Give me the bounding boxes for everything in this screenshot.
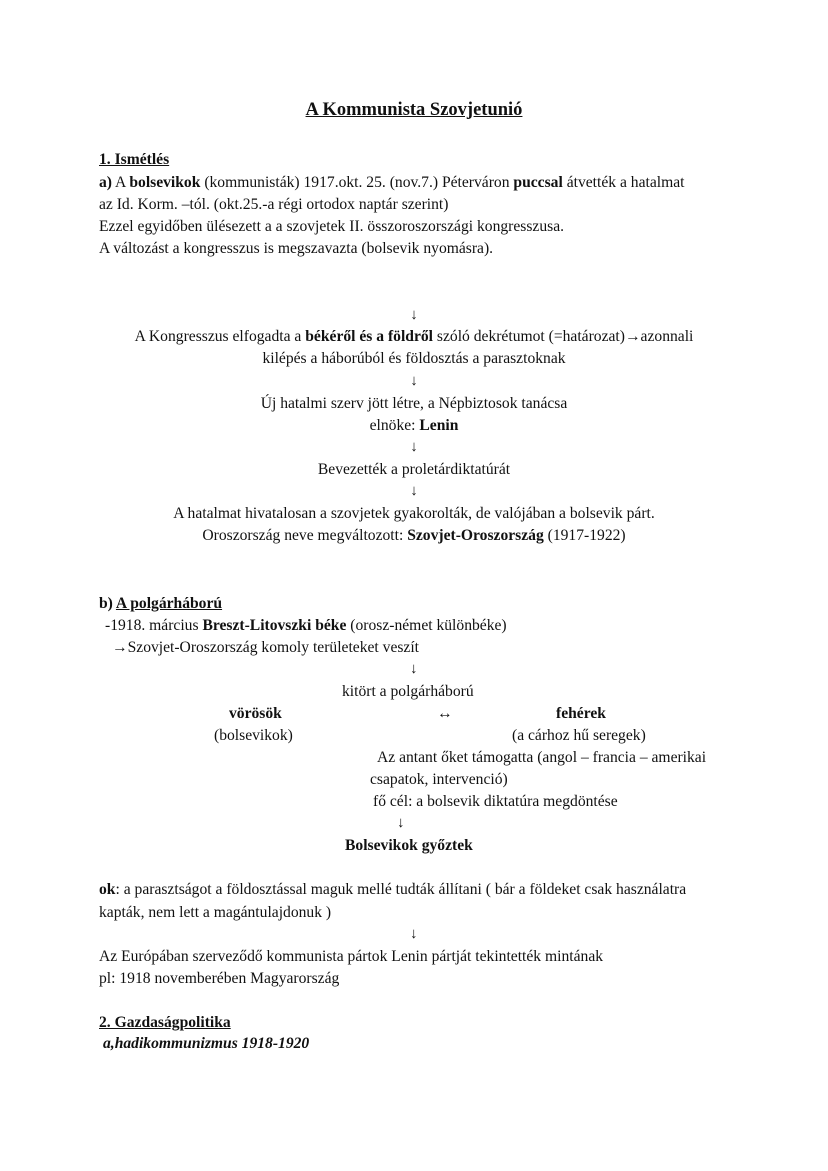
text-run: A Kongresszus elfogadta a [134, 328, 306, 345]
text-run: (kommunisták) 1917.okt. 25. (nov.7.) Péterváron [200, 174, 514, 191]
flow-step [0, 528, 828, 544]
result-line: Bolsevikok győztek [345, 837, 473, 854]
paragraph-line: az Id. Korm. –tól. (okt.25.-a régi ortodox naptár szerint) [99, 196, 449, 213]
text-run: -1918. március [105, 617, 203, 634]
bold-term: Szovjet-Oroszország [407, 527, 544, 544]
flow-step: Bevezették a proletárdiktatúrát [317, 461, 511, 478]
text-run: : a parasztságot a földosztással maguk mellé tudták állítani ( bár a földeket csak használatra [115, 881, 687, 898]
flow-step: Új hatalmi szerv jött létre, a Népbiztosok tanácsa [260, 395, 568, 412]
flow-step: kitört a polgárháború [342, 683, 474, 700]
paragraph-line: pl: 1918 novemberében Magyarország [99, 970, 340, 987]
section-heading-ismetles: 1. Ismétlés [99, 151, 170, 168]
bold-term: bolsevikok [129, 174, 201, 191]
side-label-reds: vörösök [229, 705, 282, 722]
heading-text: A polgárháború [115, 595, 223, 612]
paragraph-line: Az Európában szerveződő kommunista pártok Lenin pártját tekintették mintának [99, 948, 604, 965]
paragraph-line [99, 175, 684, 191]
bold-term: Lenin [419, 417, 459, 434]
flow-step [0, 329, 828, 345]
paragraph-line: Ezzel egyidőben ülésezett a a szovjetek II. összoroszországi kongresszusa. [99, 218, 565, 235]
paragraph-line: →Szovjet-Oroszország komoly területeket veszít [112, 639, 420, 656]
section-heading-gazdasagpolitika: 2. Gazdaságpolitika [99, 1014, 231, 1031]
side-sub-whites: (a cárhoz hű seregek) [512, 727, 646, 744]
down-arrow-icon: ↓ [410, 307, 418, 323]
text-run: szóló dekrétumot (=határozat)→azonnali [433, 328, 694, 345]
text-run: A [112, 174, 130, 191]
bold-term: puccsal [513, 174, 563, 191]
bold-term: Breszt-Litovszki béke [202, 617, 347, 634]
side-label-whites: fehérek [556, 705, 606, 722]
flow-step: kilépés a háborúból és földosztás a parasztoknak [262, 350, 566, 367]
down-arrow-icon: ↓ [410, 483, 418, 499]
flow-step: csapatok, intervenció) [370, 771, 508, 788]
down-arrow-icon: ↓ [410, 439, 418, 455]
down-arrow-icon: ↓ [410, 926, 418, 942]
side-sub-reds: (bolsevikok) [214, 727, 293, 744]
text-run: (orosz-német különbéke) [346, 617, 507, 634]
paragraph-line [99, 882, 686, 898]
item-label: a) [99, 174, 112, 191]
down-arrow-icon: ↓ [410, 661, 418, 677]
text-run: átvették a hatalmat [562, 174, 685, 191]
flow-step: Az antant őket támogatta (angol – francia – amerikai [377, 749, 707, 766]
down-arrow-icon: ↓ [410, 373, 418, 389]
item-label: b) [99, 595, 113, 612]
flow-step [0, 418, 828, 434]
flow-step: A hatalmat hivatalosan a szovjetek gyakorolták, de valójában a bolsevik párt. [173, 505, 655, 522]
subsection-heading: a,hadikommunizmus 1918-1920 [103, 1035, 310, 1052]
flow-step: fő cél: a bolsevik diktatúra megdöntése [373, 793, 618, 810]
paragraph-line [105, 618, 507, 634]
paragraph-line: A változást a kongresszus is megszavazta (bolsevik nyomásra). [99, 240, 494, 257]
paragraph-line: kapták, nem lett a magántulajdonuk ) [99, 904, 332, 921]
bold-term: ok [99, 881, 116, 898]
section-heading-polgarhaboru [99, 596, 222, 612]
left-right-arrow-icon: ↔ [437, 705, 453, 722]
page-title: A Kommunista Szovjetunió [305, 100, 523, 120]
text-run: elnöke: [369, 417, 420, 434]
text-run: Oroszország neve megváltozott: [202, 527, 408, 544]
text-run: (1917-1922) [543, 527, 626, 544]
down-arrow-icon: ↓ [397, 815, 405, 831]
bold-term: békéről és a földről [305, 328, 434, 345]
